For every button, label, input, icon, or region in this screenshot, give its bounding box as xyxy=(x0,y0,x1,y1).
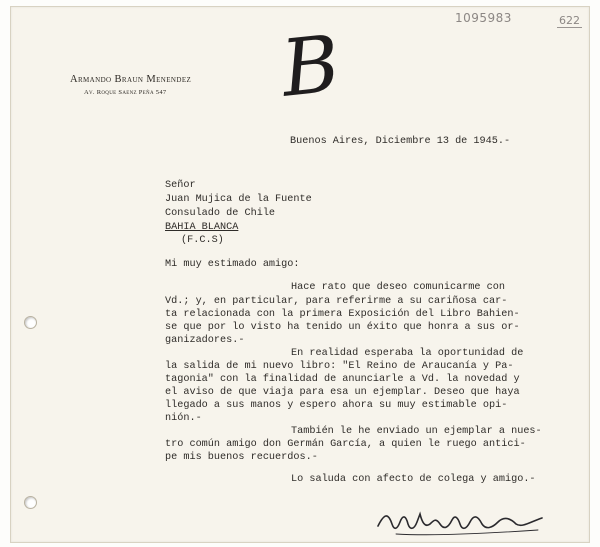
letterhead-address: Av. Roque Saenz Peña 547 xyxy=(84,89,167,96)
paragraph-line: ta relacionada con la primera Exposición del Libro Bahien- xyxy=(165,309,520,320)
paragraph-line: tagonia" con la finalidad de anunciarle a Vd. la novedad y xyxy=(165,374,520,385)
paragraph-line: ganizadores.- xyxy=(165,335,245,346)
archive-page-number: 622 xyxy=(559,14,580,27)
date-line: Buenos Aires, Diciembre 13 de 1945.- xyxy=(290,136,511,147)
paragraph-line: llegado a sus manos y espero ahora su muy estimable opi- xyxy=(165,400,508,411)
signature-icon xyxy=(370,500,550,540)
punch-hole xyxy=(24,496,37,509)
recipient-province: (F.C.S) xyxy=(181,235,224,246)
archive-number: 1095983 xyxy=(455,11,512,25)
letterhead-name: Armando Braun Menendez xyxy=(70,74,192,85)
paragraph-line: se que por lo visto ha tenido un éxito que honra a sus or- xyxy=(165,322,520,333)
paragraph-line: tro común amigo don Germán García, a quien le ruego antici- xyxy=(165,439,526,450)
recipient-office: Consulado de Chile xyxy=(165,208,276,219)
greeting: Mi muy estimado amigo: xyxy=(165,259,300,270)
recipient-title: Señor xyxy=(165,180,196,191)
recipient-city: BAHIA BLANCA xyxy=(165,222,239,233)
paragraph-line: En realidad esperaba la oportunidad de xyxy=(291,348,524,359)
paragraph-line: También le he enviado un ejemplar a nues- xyxy=(291,426,542,437)
paragraph-line: el aviso de que viaja para esa un ejemplar. Deseo que haya xyxy=(165,387,520,398)
closing-line: Lo saluda con afecto de colega y amigo.- xyxy=(291,474,536,485)
punch-hole xyxy=(24,316,37,329)
paragraph-line: Hace rato que deseo comunicarme con xyxy=(291,282,505,293)
paragraph-line: nión.- xyxy=(165,413,202,424)
paragraph-line: Vd.; y, en particular, para referirme a su cariñosa car- xyxy=(165,296,508,307)
paragraph-line: la salida de mi nuevo libro: "El Reino de Araucanía y Pa- xyxy=(165,361,514,372)
handwritten-letter-mark: B xyxy=(277,19,344,115)
recipient-name: Juan Mujica de la Fuente xyxy=(165,194,312,205)
paragraph-line: pe mis buenos recuerdos.- xyxy=(165,452,318,463)
